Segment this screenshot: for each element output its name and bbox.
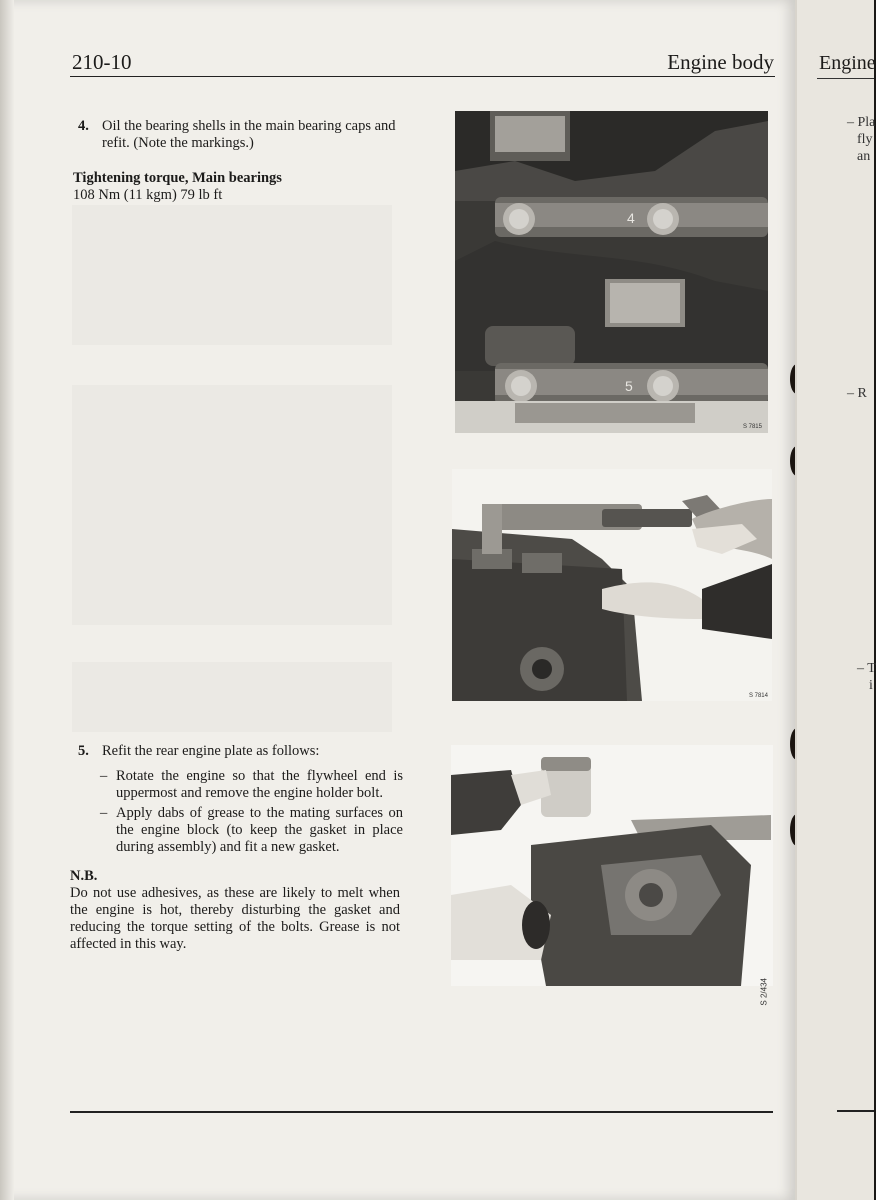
torque-spec	[73, 170, 393, 204]
faded-bleed-through	[72, 662, 392, 732]
step-4	[78, 118, 403, 152]
note-text: Do not use adhesives, as these are likely to melt when the engine is hot, thereby disturbing the gasket and reducing the torque setting of the bolts. Grease is not affected in this way.	[70, 885, 400, 952]
step-items	[78, 768, 403, 856]
nb-note	[70, 868, 400, 953]
figure-code: S 7814	[748, 693, 768, 699]
step-5	[78, 743, 403, 859]
photo-rear-engine-plate	[451, 745, 773, 1006]
section-title: Engine body	[667, 50, 774, 74]
cap-marking-4: 4	[627, 210, 635, 226]
header-rule	[70, 76, 775, 77]
list-item: – Rotate the engine so that the flywheel end is uppermost and remove the engine holder bolt.	[100, 768, 403, 801]
photo-torque-wrench	[452, 469, 772, 701]
faded-bleed-through	[72, 385, 392, 625]
step-number: 5.	[78, 743, 89, 759]
binding-shadow	[0, 0, 14, 1200]
next-page-edge: Engine – Pla fly an – R – T i	[795, 0, 874, 1200]
step-text: Oil the bearing shells in the main bearing caps and refit. (Note the markings.)	[102, 118, 396, 151]
page-number: 210-10	[72, 50, 132, 74]
list-item: – Apply dabs of grease to the mating surfaces on the engine block (to keep the gasket in place during assembly) and fit a new gasket.	[100, 805, 403, 855]
torque-value: 108 Nm (11 kgm) 79 lb ft	[73, 187, 223, 203]
next-page-foot-rule	[837, 1110, 874, 1112]
next-page-rule	[817, 78, 874, 79]
step-number: 4.	[78, 118, 89, 134]
note-heading: N.B.	[70, 868, 98, 884]
figure-code: S 7815	[742, 424, 762, 430]
photo-main-bearing-caps	[455, 111, 768, 433]
footer-rule	[70, 1111, 773, 1113]
cap-marking-5: 5	[625, 378, 633, 394]
figure-code: S 2/434	[760, 978, 769, 1006]
torque-heading: Tightening torque, Main bearings	[73, 170, 282, 186]
faded-bleed-through	[72, 205, 392, 345]
next-page-title: Engine	[819, 52, 876, 74]
step-intro: Refit the rear engine plate as follows:	[102, 743, 320, 759]
